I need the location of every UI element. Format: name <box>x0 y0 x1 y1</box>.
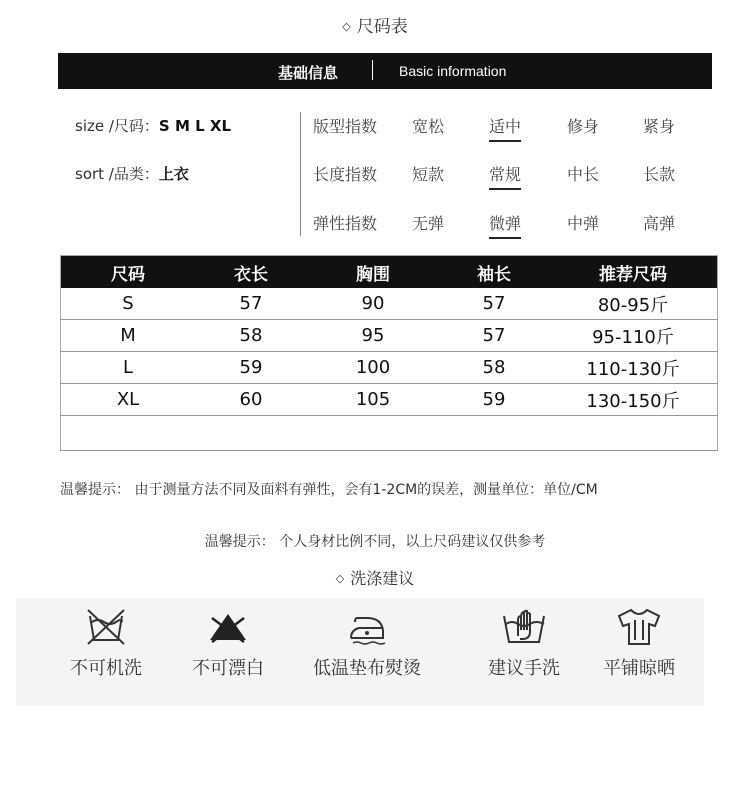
table-header-row <box>61 256 718 289</box>
no-machine-wash-icon <box>84 606 128 646</box>
wash-item <box>579 606 699 680</box>
measurement-tip: 温馨提示： 由于测量方法不同及面料有弹性，会有1-2CM的误差，测量单位：单位/CM <box>60 482 598 498</box>
attribute-row-fit: 版型指数 宽松 适中 修身 紧身 <box>313 114 713 140</box>
wash-label: 不可漂白 <box>192 658 264 679</box>
header-length: 衣长 <box>195 256 307 289</box>
wash-title: ◇ 洗涤建议 <box>335 569 415 588</box>
wash-instructions <box>16 598 704 706</box>
info-bar-en: Basic information <box>399 63 507 79</box>
selected-option: 微弹 <box>489 211 521 239</box>
info-bar-zh: 基础信息 <box>278 64 339 82</box>
page-title: ◇ 尺码表 <box>342 17 408 37</box>
selected-option: 适中 <box>489 114 521 142</box>
table-row-empty <box>61 416 718 451</box>
table-row: XL 60 105 59 130-150斤 <box>61 384 718 416</box>
header-sleeve: 袖长 <box>439 256 549 289</box>
wash-item <box>168 606 288 680</box>
low-iron-icon <box>345 606 389 646</box>
divider <box>372 60 373 80</box>
header-size: 尺码 <box>61 256 196 289</box>
wash-label: 平铺晾晒 <box>603 658 675 679</box>
diamond-icon: ◇ <box>335 572 345 585</box>
attribute-row-elasticity: 弹性指数 无弹 微弹 中弹 高弹 <box>313 211 713 237</box>
selected-option: 常规 <box>489 162 521 190</box>
sort-info: sort /品类：上衣 <box>75 165 189 183</box>
hand-wash-icon <box>500 606 548 646</box>
wash-item <box>307 606 427 680</box>
diamond-icon: ◇ <box>342 20 351 33</box>
table-row: S 57 90 57 80-95斤 <box>61 288 718 320</box>
table-row: M 58 95 57 95-110斤 <box>61 320 718 352</box>
table-row: L 59 100 58 110-130斤 <box>61 352 718 384</box>
flat-dry-icon <box>615 606 663 646</box>
size-table <box>60 255 718 451</box>
header-chest: 胸围 <box>307 256 439 289</box>
wash-label: 低温垫布熨烫 <box>313 658 421 679</box>
basic-info-bar <box>58 53 712 89</box>
wash-item <box>464 606 584 680</box>
fit-tip: 温馨提示： 个人身材比例不同，以上尺码建议仅供参考 <box>204 534 546 550</box>
header-recommend: 推荐尺码 <box>549 256 718 289</box>
wash-item <box>46 606 166 680</box>
size-info: size /尺码：S M L XL <box>75 117 231 135</box>
no-bleach-icon <box>206 606 250 646</box>
wash-label: 不可机洗 <box>70 658 142 679</box>
attribute-row-length: 长度指数 短款 常规 中长 长款 <box>313 162 713 188</box>
wash-label: 建议手洗 <box>488 658 560 679</box>
divider <box>300 112 301 236</box>
